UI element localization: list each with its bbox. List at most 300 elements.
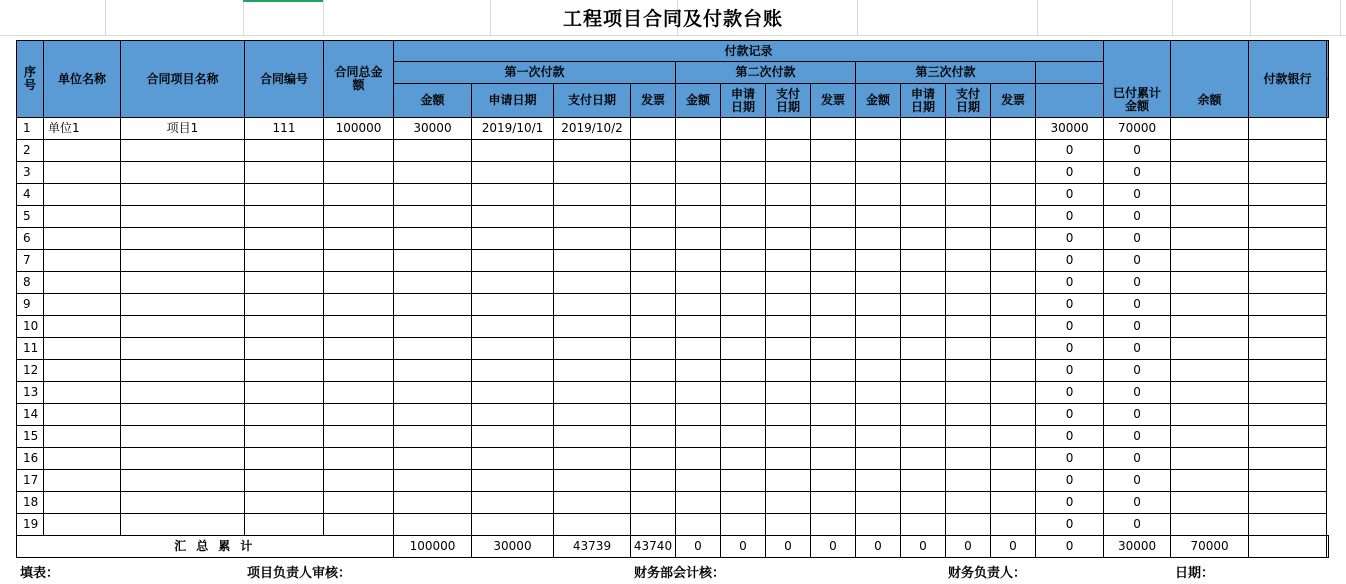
cell-p1-pay-date[interactable] <box>554 448 631 470</box>
summary-cell[interactable]: 0 <box>811 536 856 558</box>
cell-p1-invoice[interactable] <box>631 492 676 514</box>
cell-contract-total[interactable] <box>324 272 394 294</box>
cell-p1-apply-date[interactable] <box>472 470 554 492</box>
cell-project-name[interactable] <box>121 404 245 426</box>
cell-p2-apply-date[interactable] <box>721 162 766 184</box>
cell-p2-amount[interactable] <box>676 426 721 448</box>
cell-paid-cumulative[interactable]: 0 <box>1036 206 1104 228</box>
cell-pay-bank[interactable] <box>1171 118 1249 140</box>
cell-p2-apply-date[interactable] <box>721 250 766 272</box>
cell-p1-apply-date[interactable] <box>472 514 554 536</box>
header-unit-name[interactable]: 单位名称 <box>44 41 121 118</box>
cell-project-name[interactable] <box>121 338 245 360</box>
cell-paid-cumulative[interactable]: 0 <box>1036 162 1104 184</box>
cell-p3-apply-date[interactable] <box>901 382 946 404</box>
cell-p1-pay-date[interactable] <box>554 382 631 404</box>
cell-seq[interactable]: 8 <box>17 272 44 294</box>
header-p3-invoice[interactable]: 发票 <box>991 84 1036 118</box>
cell-project-name[interactable] <box>121 162 245 184</box>
cell-p1-invoice[interactable] <box>631 272 676 294</box>
cell-p3-apply-date[interactable] <box>901 250 946 272</box>
cell-p1-amount[interactable] <box>394 404 472 426</box>
cell-unit-name[interactable] <box>44 470 121 492</box>
cell-paid-cumulative[interactable]: 0 <box>1036 514 1104 536</box>
cell-p3-invoice[interactable] <box>991 492 1036 514</box>
cell-project-name[interactable] <box>121 426 245 448</box>
header-p1-invoice[interactable]: 发票 <box>631 84 676 118</box>
cell-contract-total[interactable] <box>324 426 394 448</box>
cell-p1-apply-date[interactable] <box>472 382 554 404</box>
cell-p2-apply-date[interactable] <box>721 382 766 404</box>
header-second-payment[interactable]: 第二次付款 <box>676 62 856 84</box>
cell-p3-apply-date[interactable] <box>901 272 946 294</box>
cell-remark[interactable] <box>1249 184 1327 206</box>
summary-cell[interactable]: 30000 <box>472 536 554 558</box>
cell-p3-pay-date[interactable] <box>946 272 991 294</box>
cell-p3-amount[interactable] <box>856 228 901 250</box>
cell-p1-pay-date[interactable]: 2019/10/2 <box>554 118 631 140</box>
header-paid-cumulative[interactable]: 已付累计金额 <box>1104 84 1171 118</box>
header-p2-amount[interactable]: 金额 <box>676 84 721 118</box>
cell-pay-bank[interactable] <box>1171 514 1249 536</box>
cell-unit-name[interactable] <box>44 206 121 228</box>
cell-p1-invoice[interactable] <box>631 250 676 272</box>
cell-p3-invoice[interactable] <box>991 118 1036 140</box>
cell-p2-invoice[interactable] <box>811 184 856 206</box>
cell-unit-name[interactable] <box>44 514 121 536</box>
cell-seq[interactable]: 7 <box>17 250 44 272</box>
cell-p1-amount[interactable] <box>394 338 472 360</box>
cell-p2-pay-date[interactable] <box>766 140 811 162</box>
cell-balance[interactable]: 0 <box>1104 250 1171 272</box>
cell-unit-name[interactable] <box>44 426 121 448</box>
cell-remark[interactable] <box>1249 294 1327 316</box>
cell-p2-invoice[interactable] <box>811 250 856 272</box>
cell-p3-invoice[interactable] <box>991 162 1036 184</box>
cell-p2-pay-date[interactable] <box>766 426 811 448</box>
cell-p1-pay-date[interactable] <box>554 404 631 426</box>
cell-p3-pay-date[interactable] <box>946 316 991 338</box>
cell-p1-apply-date[interactable] <box>472 492 554 514</box>
cell-p2-apply-date[interactable] <box>721 404 766 426</box>
cell-p2-apply-date[interactable] <box>721 228 766 250</box>
cell-unit-name[interactable] <box>44 338 121 360</box>
header-p3-amount[interactable]: 金额 <box>856 84 901 118</box>
cell-p1-pay-date[interactable] <box>554 316 631 338</box>
cell-p3-invoice[interactable] <box>991 140 1036 162</box>
cell-p1-pay-date[interactable] <box>554 338 631 360</box>
header-p1-apply-date[interactable]: 申请日期 <box>472 84 554 118</box>
cell-p3-pay-date[interactable] <box>946 184 991 206</box>
cell-remark[interactable] <box>1249 316 1327 338</box>
cell-p3-invoice[interactable] <box>991 338 1036 360</box>
cell-p3-amount[interactable] <box>856 162 901 184</box>
cell-p3-invoice[interactable] <box>991 272 1036 294</box>
cell-p3-amount[interactable] <box>856 492 901 514</box>
cell-p3-pay-date[interactable] <box>946 206 991 228</box>
cell-unit-name[interactable] <box>44 184 121 206</box>
cell-pay-bank[interactable] <box>1171 404 1249 426</box>
cell-paid-cumulative[interactable]: 0 <box>1036 316 1104 338</box>
cell-paid-cumulative[interactable]: 0 <box>1036 228 1104 250</box>
cell-pay-bank[interactable] <box>1171 360 1249 382</box>
cell-p1-apply-date[interactable] <box>472 162 554 184</box>
cell-p2-invoice[interactable] <box>811 118 856 140</box>
cell-project-name[interactable] <box>121 272 245 294</box>
cell-pay-bank[interactable] <box>1171 316 1249 338</box>
cell-p2-amount[interactable] <box>676 294 721 316</box>
cell-unit-name[interactable] <box>44 162 121 184</box>
cell-p2-invoice[interactable] <box>811 470 856 492</box>
cell-remark[interactable] <box>1249 206 1327 228</box>
cell-paid-cumulative[interactable]: 0 <box>1036 184 1104 206</box>
cell-paid-cumulative[interactable]: 0 <box>1036 404 1104 426</box>
cell-p2-invoice[interactable] <box>811 294 856 316</box>
cell-p3-invoice[interactable] <box>991 206 1036 228</box>
cell-p2-amount[interactable] <box>676 206 721 228</box>
cell-p1-invoice[interactable] <box>631 118 676 140</box>
cell-remark[interactable] <box>1249 426 1327 448</box>
header-contract-project-name[interactable]: 合同项目名称 <box>121 41 245 118</box>
cell-remark[interactable] <box>1249 404 1327 426</box>
cell-p2-apply-date[interactable] <box>721 514 766 536</box>
cell-p2-amount[interactable] <box>676 404 721 426</box>
cell-remark[interactable] <box>1249 382 1327 404</box>
cell-p1-amount[interactable] <box>394 448 472 470</box>
cell-p2-pay-date[interactable] <box>766 338 811 360</box>
cell-p2-pay-date[interactable] <box>766 514 811 536</box>
cell-p2-invoice[interactable] <box>811 448 856 470</box>
cell-p1-amount[interactable] <box>394 514 472 536</box>
cell-p1-apply-date[interactable] <box>472 294 554 316</box>
cell-contract-total[interactable] <box>324 514 394 536</box>
cell-balance[interactable]: 0 <box>1104 184 1171 206</box>
cell-project-name[interactable] <box>121 514 245 536</box>
cell-pay-bank[interactable] <box>1171 228 1249 250</box>
cell-p1-pay-date[interactable] <box>554 140 631 162</box>
cell-p3-apply-date[interactable] <box>901 360 946 382</box>
cell-p3-pay-date[interactable] <box>946 514 991 536</box>
cell-p1-amount[interactable] <box>394 470 472 492</box>
cell-p1-amount[interactable] <box>394 316 472 338</box>
cell-p3-amount[interactable] <box>856 338 901 360</box>
cell-p2-invoice[interactable] <box>811 382 856 404</box>
cell-p3-amount[interactable] <box>856 118 901 140</box>
cell-p2-apply-date[interactable] <box>721 272 766 294</box>
cell-p1-amount[interactable]: 30000 <box>394 118 472 140</box>
cell-contract-total[interactable] <box>324 228 394 250</box>
cell-p1-amount[interactable] <box>394 382 472 404</box>
cell-project-name[interactable] <box>121 448 245 470</box>
cell-p2-amount[interactable] <box>676 272 721 294</box>
header-p2-pay-date[interactable]: 支付日期 <box>766 84 811 118</box>
cell-p3-amount[interactable] <box>856 272 901 294</box>
cell-p2-pay-date[interactable] <box>766 316 811 338</box>
header-balance[interactable]: 余额 <box>1171 84 1249 118</box>
header-seq[interactable]: 序号 <box>17 41 44 118</box>
cell-p2-apply-date[interactable] <box>721 492 766 514</box>
cell-unit-name[interactable] <box>44 448 121 470</box>
cell-p2-amount[interactable] <box>676 316 721 338</box>
cell-p1-amount[interactable] <box>394 162 472 184</box>
header-contract-no[interactable]: 合同编号 <box>245 41 324 118</box>
summary-cell[interactable]: 0 <box>676 536 721 558</box>
cell-paid-cumulative[interactable]: 0 <box>1036 338 1104 360</box>
cell-contract-no[interactable] <box>245 382 324 404</box>
cell-p3-apply-date[interactable] <box>901 140 946 162</box>
cell-p3-invoice[interactable] <box>991 470 1036 492</box>
cell-contract-no[interactable] <box>245 250 324 272</box>
cell-p2-pay-date[interactable] <box>766 360 811 382</box>
cell-p1-pay-date[interactable] <box>554 162 631 184</box>
header-p3-pay-date[interactable]: 支付日期 <box>946 84 991 118</box>
cell-p3-invoice[interactable] <box>991 184 1036 206</box>
cell-pay-bank[interactable] <box>1171 492 1249 514</box>
cell-remark[interactable] <box>1249 338 1327 360</box>
cell-pay-bank[interactable] <box>1171 382 1249 404</box>
cell-balance[interactable]: 0 <box>1104 426 1171 448</box>
cell-contract-total[interactable] <box>324 294 394 316</box>
cell-p1-invoice[interactable] <box>631 338 676 360</box>
cell-balance[interactable]: 0 <box>1104 360 1171 382</box>
summary-cell[interactable]: 0 <box>856 536 901 558</box>
cell-contract-no[interactable] <box>245 514 324 536</box>
cell-p3-apply-date[interactable] <box>901 228 946 250</box>
cell-pay-bank[interactable] <box>1171 250 1249 272</box>
cell-p1-amount[interactable] <box>394 184 472 206</box>
cell-seq[interactable]: 17 <box>17 470 44 492</box>
summary-cell[interactable]: 0 <box>721 536 766 558</box>
cell-pay-bank[interactable] <box>1171 470 1249 492</box>
cell-balance[interactable]: 0 <box>1104 228 1171 250</box>
header-p2-invoice[interactable]: 发票 <box>811 84 856 118</box>
cell-p3-pay-date[interactable] <box>946 382 991 404</box>
summary-cell[interactable]: 70000 <box>1171 536 1249 558</box>
cell-project-name[interactable] <box>121 294 245 316</box>
cell-p1-pay-date[interactable] <box>554 250 631 272</box>
cell-p2-amount[interactable] <box>676 162 721 184</box>
summary-cell[interactable]: 0 <box>901 536 946 558</box>
cell-unit-name[interactable] <box>44 140 121 162</box>
cell-p1-pay-date[interactable] <box>554 206 631 228</box>
cell-p2-amount[interactable] <box>676 338 721 360</box>
cell-unit-name[interactable] <box>44 382 121 404</box>
cell-contract-total[interactable] <box>324 250 394 272</box>
cell-contract-no[interactable] <box>245 470 324 492</box>
summary-cell[interactable]: 43739 <box>554 536 631 558</box>
cell-remark[interactable] <box>1249 250 1327 272</box>
header-contract-total[interactable]: 合同总金额 <box>324 41 394 118</box>
cell-p1-pay-date[interactable] <box>554 360 631 382</box>
cell-seq[interactable]: 10 <box>17 316 44 338</box>
cell-unit-name[interactable] <box>44 316 121 338</box>
cell-seq[interactable]: 5 <box>17 206 44 228</box>
cell-p1-pay-date[interactable] <box>554 184 631 206</box>
cell-p2-pay-date[interactable] <box>766 184 811 206</box>
header-first-payment[interactable]: 第一次付款 <box>394 62 676 84</box>
cell-p1-amount[interactable] <box>394 294 472 316</box>
cell-pay-bank[interactable] <box>1171 162 1249 184</box>
cell-p1-invoice[interactable] <box>631 228 676 250</box>
cell-project-name[interactable] <box>121 228 245 250</box>
cell-p2-apply-date[interactable] <box>721 316 766 338</box>
cell-project-name[interactable] <box>121 250 245 272</box>
cell-p2-pay-date[interactable] <box>766 118 811 140</box>
cell-p3-amount[interactable] <box>856 404 901 426</box>
cell-p1-amount[interactable] <box>394 250 472 272</box>
cell-p1-amount[interactable] <box>394 272 472 294</box>
cell-p2-amount[interactable] <box>676 250 721 272</box>
cell-p3-invoice[interactable] <box>991 448 1036 470</box>
cell-balance[interactable]: 0 <box>1104 382 1171 404</box>
cell-balance[interactable]: 0 <box>1104 206 1171 228</box>
cell-p2-apply-date[interactable] <box>721 338 766 360</box>
cell-p3-apply-date[interactable] <box>901 316 946 338</box>
cell-p1-invoice[interactable] <box>631 140 676 162</box>
cell-p3-pay-date[interactable] <box>946 338 991 360</box>
cell-paid-cumulative[interactable]: 0 <box>1036 272 1104 294</box>
cell-p3-invoice[interactable] <box>991 316 1036 338</box>
cell-contract-total[interactable] <box>324 162 394 184</box>
cell-p3-amount[interactable] <box>856 426 901 448</box>
cell-project-name[interactable] <box>121 184 245 206</box>
cell-project-name[interactable] <box>121 206 245 228</box>
cell-remark[interactable] <box>1249 470 1327 492</box>
cell-p1-apply-date[interactable] <box>472 272 554 294</box>
cell-p1-apply-date[interactable] <box>472 206 554 228</box>
cell-p3-invoice[interactable] <box>991 514 1036 536</box>
cell-p1-apply-date[interactable] <box>472 426 554 448</box>
cell-remark[interactable] <box>1249 514 1327 536</box>
cell-p3-amount[interactable] <box>856 250 901 272</box>
cell-seq[interactable]: 2 <box>17 140 44 162</box>
summary-cell[interactable]: 43740 <box>631 536 676 558</box>
cell-p2-amount[interactable] <box>676 448 721 470</box>
cell-p3-pay-date[interactable] <box>946 470 991 492</box>
cell-p3-apply-date[interactable] <box>901 206 946 228</box>
cell-p3-pay-date[interactable] <box>946 118 991 140</box>
cell-balance[interactable]: 0 <box>1104 470 1171 492</box>
cell-remark[interactable] <box>1249 272 1327 294</box>
cell-p1-pay-date[interactable] <box>554 492 631 514</box>
cell-p2-apply-date[interactable] <box>721 118 766 140</box>
cell-seq[interactable]: 16 <box>17 448 44 470</box>
summary-seq-cell[interactable] <box>17 536 44 558</box>
cell-paid-cumulative[interactable]: 0 <box>1036 448 1104 470</box>
cell-seq[interactable]: 3 <box>17 162 44 184</box>
cell-unit-name[interactable] <box>44 360 121 382</box>
summary-cell[interactable]: 0 <box>1036 536 1104 558</box>
cell-p3-amount[interactable] <box>856 382 901 404</box>
cell-p3-apply-date[interactable] <box>901 184 946 206</box>
cell-p1-pay-date[interactable] <box>554 294 631 316</box>
cell-contract-no[interactable] <box>245 426 324 448</box>
cell-p2-invoice[interactable] <box>811 206 856 228</box>
cell-p1-invoice[interactable] <box>631 426 676 448</box>
cell-remark[interactable] <box>1249 448 1327 470</box>
cell-p3-invoice[interactable] <box>991 382 1036 404</box>
cell-p3-amount[interactable] <box>856 206 901 228</box>
summary-cell[interactable]: 0 <box>766 536 811 558</box>
cell-remark[interactable] <box>1249 228 1327 250</box>
cell-contract-no[interactable] <box>245 162 324 184</box>
cell-project-name[interactable] <box>121 360 245 382</box>
cell-balance[interactable]: 0 <box>1104 448 1171 470</box>
cell-p2-amount[interactable] <box>676 492 721 514</box>
cell-p3-pay-date[interactable] <box>946 228 991 250</box>
cell-contract-total[interactable] <box>324 338 394 360</box>
cell-paid-cumulative[interactable]: 0 <box>1036 140 1104 162</box>
cell-pay-bank[interactable] <box>1171 206 1249 228</box>
cell-p3-amount[interactable] <box>856 184 901 206</box>
cell-p1-invoice[interactable] <box>631 404 676 426</box>
cell-p2-invoice[interactable] <box>811 228 856 250</box>
cell-contract-total[interactable] <box>324 184 394 206</box>
cell-p2-invoice[interactable] <box>811 338 856 360</box>
cell-project-name[interactable] <box>121 316 245 338</box>
summary-cell[interactable]: 0 <box>991 536 1036 558</box>
cell-contract-no[interactable] <box>245 272 324 294</box>
cell-p2-apply-date[interactable] <box>721 206 766 228</box>
cell-p1-apply-date[interactable] <box>472 448 554 470</box>
cell-p3-invoice[interactable] <box>991 360 1036 382</box>
header-pay-bank[interactable]: 付款银行 <box>1249 41 1327 118</box>
cell-p3-invoice[interactable] <box>991 404 1036 426</box>
cell-p2-pay-date[interactable] <box>766 250 811 272</box>
cell-project-name[interactable]: 项目1 <box>121 118 245 140</box>
cell-p2-invoice[interactable] <box>811 162 856 184</box>
cell-p1-invoice[interactable] <box>631 316 676 338</box>
cell-unit-name[interactable] <box>44 250 121 272</box>
cell-p1-apply-date[interactable] <box>472 360 554 382</box>
cell-contract-no[interactable] <box>245 404 324 426</box>
cell-p2-invoice[interactable] <box>811 316 856 338</box>
cell-p3-apply-date[interactable] <box>901 118 946 140</box>
cell-p1-pay-date[interactable] <box>554 272 631 294</box>
cell-p2-pay-date[interactable] <box>766 470 811 492</box>
cell-p2-pay-date[interactable] <box>766 448 811 470</box>
cell-p2-amount[interactable] <box>676 140 721 162</box>
cell-contract-total[interactable] <box>324 470 394 492</box>
cell-p3-apply-date[interactable] <box>901 338 946 360</box>
cell-p1-amount[interactable] <box>394 492 472 514</box>
cell-paid-cumulative[interactable]: 0 <box>1036 470 1104 492</box>
cell-contract-no[interactable] <box>245 360 324 382</box>
summary-label[interactable]: 汇总累计 <box>44 536 394 558</box>
cell-p3-apply-date[interactable] <box>901 162 946 184</box>
cell-pay-bank[interactable] <box>1171 338 1249 360</box>
cell-unit-name[interactable] <box>44 228 121 250</box>
cell-project-name[interactable] <box>121 382 245 404</box>
cell-project-name[interactable] <box>121 470 245 492</box>
cell-p1-invoice[interactable] <box>631 382 676 404</box>
cell-balance[interactable]: 0 <box>1104 492 1171 514</box>
cell-p2-invoice[interactable] <box>811 360 856 382</box>
cell-p3-invoice[interactable] <box>991 250 1036 272</box>
cell-seq[interactable]: 14 <box>17 404 44 426</box>
cell-paid-cumulative[interactable]: 0 <box>1036 294 1104 316</box>
cell-p3-invoice[interactable] <box>991 294 1036 316</box>
cell-p3-amount[interactable] <box>856 294 901 316</box>
cell-p3-pay-date[interactable] <box>946 360 991 382</box>
cell-p3-pay-date[interactable] <box>946 426 991 448</box>
cell-p1-amount[interactable] <box>394 140 472 162</box>
summary-bank-cell[interactable] <box>1249 536 1327 558</box>
cell-balance[interactable]: 70000 <box>1104 118 1171 140</box>
cell-seq[interactable]: 4 <box>17 184 44 206</box>
cell-contract-total[interactable] <box>324 360 394 382</box>
cell-p2-invoice[interactable] <box>811 404 856 426</box>
